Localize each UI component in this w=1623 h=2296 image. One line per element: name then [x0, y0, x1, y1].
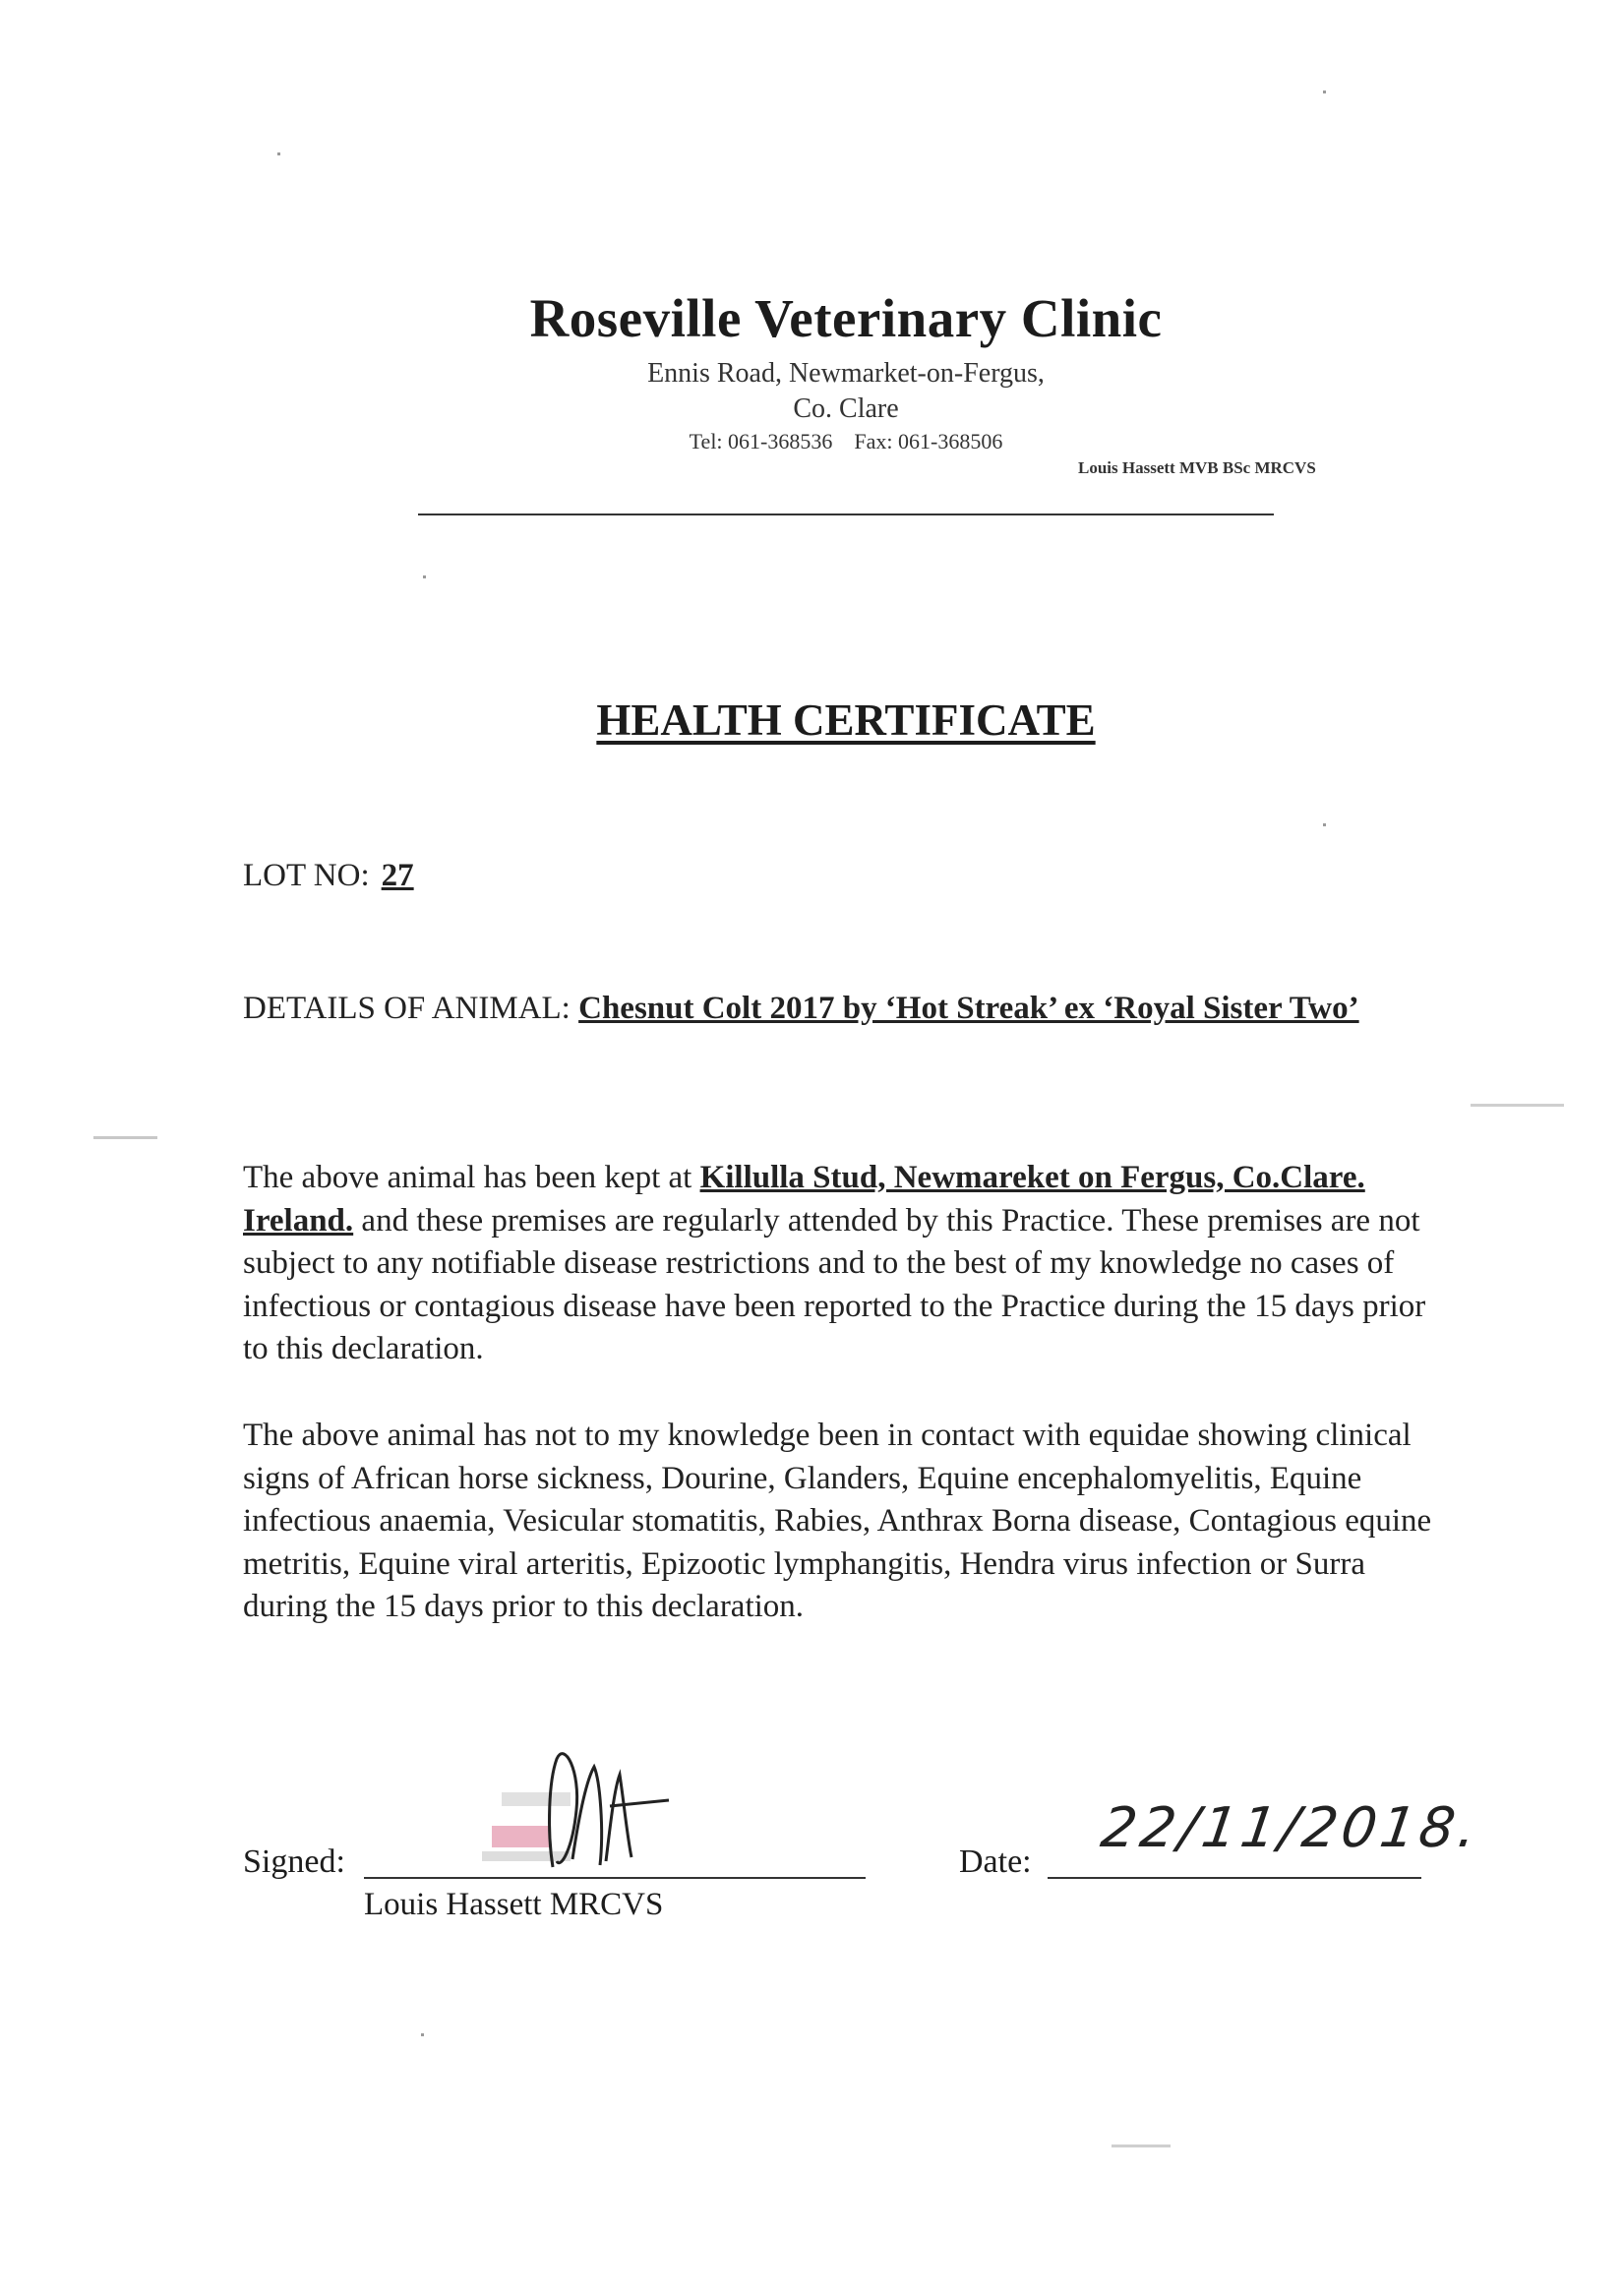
lot-label: LOT NO:	[243, 858, 370, 893]
signature-stroke-4	[610, 1800, 669, 1806]
scan-speck	[93, 1136, 157, 1139]
scan-speck	[277, 152, 280, 155]
clinic-name: Roseville Veterinary Clinic	[529, 288, 1163, 348]
scan-speck	[1323, 91, 1326, 93]
clinic-contacts	[0, 429, 1623, 454]
premises-intro: The above animal has been kept at	[243, 1160, 692, 1195]
scan-speck	[1112, 2145, 1171, 2147]
scan-speck	[1471, 1104, 1564, 1107]
vet-credentials: Louis Hassett MVB BSc MRCVS	[1078, 458, 1316, 477]
scan-speck	[421, 2033, 424, 2036]
date-value: 22/11/2018.	[1097, 1796, 1485, 1860]
lot-value: 27	[381, 858, 414, 893]
date-label: Date:	[959, 1843, 1032, 1880]
animal-details-line	[243, 988, 1443, 1029]
clinic-address-line-1: Ennis Road, Newmarket-on-Fergus,	[647, 358, 1045, 389]
signature-stroke-3	[606, 1775, 631, 1861]
signature-line	[364, 1877, 866, 1879]
clinic-address-line-2: Co. Clare	[793, 393, 899, 424]
premises-paragraph	[243, 1157, 1453, 1371]
contact-statement-paragraph: The above animal has not to my knowledge been in contact with equidae showing clinical signs of African horse sickness, Dourine, Glanders, Equine encephalomyelitis, Equine infectious anaemia, Vesicular stomatitis, Rabies, Anthrax Borna disease, Contagious equine metritis, Equine viral arteritis, Epizootic lymphangitis, Hendra virus infection or Surra during the 15 days prior to this declaration.	[243, 1418, 1432, 1624]
scan-speck	[1323, 823, 1326, 826]
clinic-fax: Fax: 061-368506	[854, 429, 1003, 453]
signed-label: Signed:	[243, 1843, 345, 1880]
stamp-smudge-1	[502, 1792, 571, 1806]
scan-speck	[423, 575, 426, 578]
date-line	[1048, 1877, 1421, 1879]
document-title: HEALTH CERTIFICATE	[596, 695, 1096, 745]
premises-remainder: and these premises are regularly attended by this Practice. These premises are not subject to any notifiable disease restrictions and to the best of my knowledge no cases of infectious or contagious disease have been reported to the Practice during the 15 days prior to this declaration.	[243, 1202, 1426, 1366]
signatory-name: Louis Hassett MRCVS	[364, 1887, 664, 1922]
lot-number-line	[243, 858, 414, 894]
stamp-smudge-3	[482, 1851, 571, 1861]
clinic-tel: Tel: 061-368536	[689, 429, 833, 453]
letterhead-divider	[418, 514, 1274, 515]
premises-location: Killulla Stud, Newmareket on Fergus, Co.Clare. Ireland.	[243, 1160, 1365, 1239]
animal-description: Chesnut Colt 2017 by ‘Hot Streak’ ex ‘Royal Sister Two’	[578, 991, 1359, 1026]
stamp-smudge-2	[492, 1826, 551, 1847]
animal-label: DETAILS OF ANIMAL:	[243, 991, 571, 1026]
signature-mark	[462, 1741, 738, 1889]
